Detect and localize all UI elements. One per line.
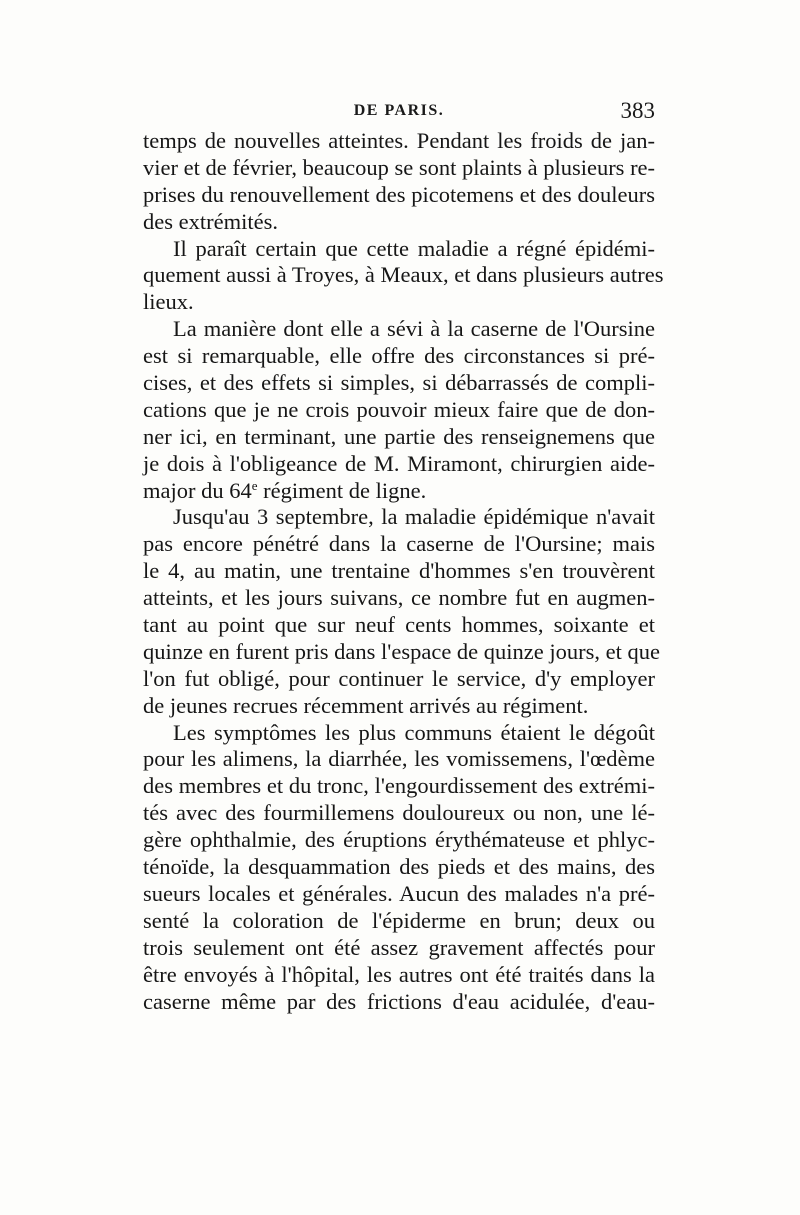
- text-line: trois seulement ont été assez gravement affectés pour: [143, 934, 655, 960]
- paragraph: [143, 316, 655, 504]
- text-line: La manière dont elle a sévi à la caserne de l'Oursine: [173, 316, 655, 342]
- paragraph: [143, 504, 660, 719]
- text-line: senté la coloration de l'épiderme en brun; deux ou: [143, 907, 655, 933]
- page-header: [143, 98, 655, 128]
- text-line: des extrémités.: [143, 208, 278, 234]
- text-line: ner ici, en terminant, une partie des renseignemens que: [143, 423, 655, 449]
- page-number: 383: [620, 98, 655, 123]
- text-line: de jeunes recrues récemment arrivés au régiment.: [143, 692, 589, 718]
- ordinal-superscript: e: [251, 477, 258, 493]
- text-line: ténoïde, la desquammation des pieds et des mains, des: [143, 854, 655, 880]
- text-line: temps de nouvelles atteintes. Pendant les froids de jan-: [143, 128, 655, 153]
- text-line: tés avec des fourmillemens douloureux ou non, une lé-: [143, 800, 655, 826]
- text-line: est si remarquable, elle offre des circonstances si pré-: [143, 343, 655, 369]
- text-line: quement aussi à Troyes, à Meaux, et dans plusieurs autres: [143, 262, 664, 288]
- text-line: être envoyés à l'hôpital, les autres ont été traités dans la: [143, 961, 655, 987]
- text-line: lieux.: [143, 289, 194, 315]
- text-line: major du 64e régiment de ligne.: [143, 477, 427, 503]
- text-line: des membres et du tronc, l'engourdissement des extrémi-: [143, 773, 655, 799]
- text-line: sueurs locales et générales. Aucun des malades n'a pré-: [143, 880, 655, 906]
- text-line: je dois à l'obligeance de M. Miramont, chirurgien aide-: [143, 450, 655, 476]
- text-line: le 4, au matin, une trentaine d'hommes s'en trouvèrent: [143, 558, 655, 584]
- text-line: cations que je ne crois pouvoir mieux faire que de don-: [143, 396, 655, 422]
- text-line: tant au point que sur neuf cents hommes, soixante et: [143, 612, 655, 638]
- paragraph: [143, 720, 655, 1016]
- text-line: l'on fut obligé, pour continuer le service, d'y employer: [143, 665, 655, 691]
- text-line: Il paraît certain que cette maladie a régné épidémi-: [173, 235, 655, 261]
- text-line: quinze en furent pris dans l'espace de quinze jours, et que: [143, 638, 660, 664]
- text-line: caserne même par des frictions d'eau acidulée, d'eau-: [143, 988, 655, 1014]
- text-line: prises du renouvellement des picotemens et des douleurs: [143, 181, 655, 207]
- running-head: DE PARIS.: [353, 102, 445, 119]
- text-line: cises, et des effets si simples, si débarrassés de compli-: [143, 370, 655, 396]
- text-line: gère ophthalmie, des éruptions érythémateuse et phlyc-: [143, 827, 655, 853]
- text-line: pour les alimens, la diarrhée, les vomissemens, l'œdème: [143, 746, 655, 772]
- text-line: vier et de février, beaucoup se sont plaints à plusieurs re-: [143, 154, 656, 180]
- text-line: pas encore pénétré dans la caserne de l'Oursine; mais: [143, 531, 655, 557]
- paragraph: [143, 235, 664, 317]
- text-line: Jusqu'au 3 septembre, la maladie épidémique n'avait: [173, 504, 655, 530]
- body-text: [143, 128, 664, 1015]
- text-line: Les symptômes les plus communs étaient le dégoût: [173, 719, 655, 745]
- paragraph: [143, 128, 655, 236]
- text-line: atteints, et les jours suivans, ce nombre fut en augmen-: [143, 585, 655, 611]
